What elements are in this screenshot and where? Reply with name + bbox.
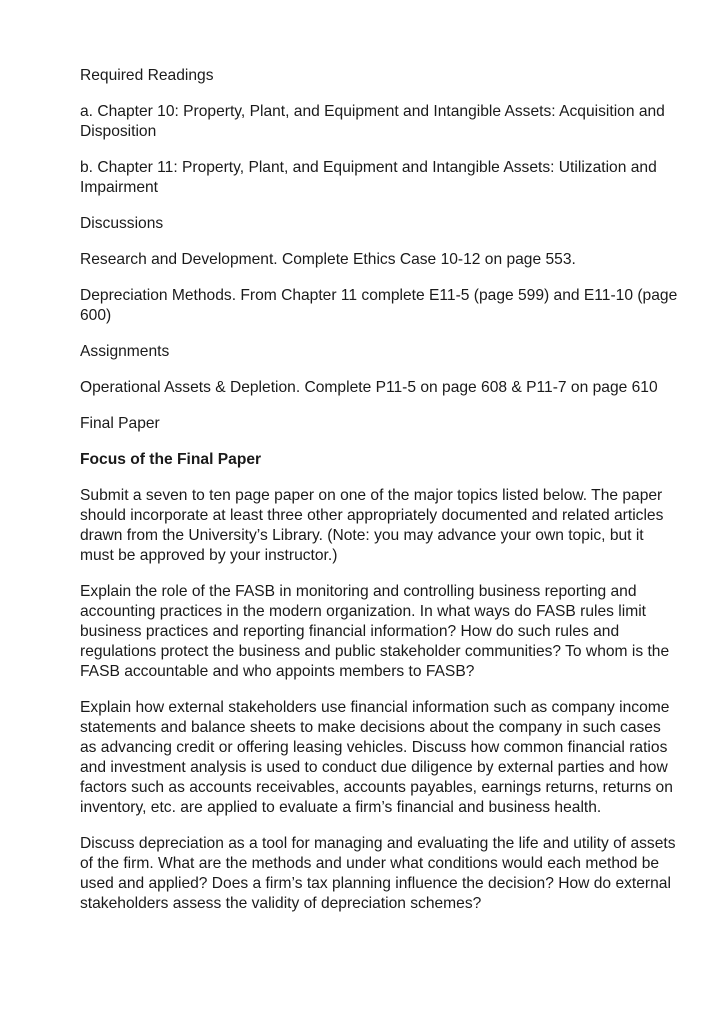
assignment-operational-assets: Operational Assets & Depletion. Complete P11-5 on page 608 & P11-7 on page 610 (80, 379, 658, 396)
paragraph-submission-instructions: Submit a seven to ten page paper on one of the major topics listed below. The paper should incorporate at least three other appropriately documented and related articles drawn from the University’s Library. (Note: you may advance your own topic, but it must be approved by your instructor.) (80, 487, 664, 564)
discussion-research-development: Research and Development. Complete Ethics Case 10-12 on page 553. (80, 251, 576, 268)
reading-chapter-10: a. Chapter 10: Property, Plant, and Equipment and Intangible Assets: Acquisition and Disposition (80, 103, 665, 140)
paragraph-topic-external-stakeholders: Explain how external stakeholders use financial information such as company income statements and balance sheets to make decisions about the company in such cases as advancing credit or offering leasing vehicles. Discuss how common financial ratios and investment analysis is used to conduct due diligence by external parties and how factors such as accounts receivables, accounts payables, earnings returns, returns on inventory, etc. are applied to evaluate a firm’s financial and business health. (80, 699, 673, 816)
heading-focus-final-paper: Focus of the Final Paper (80, 451, 262, 468)
heading-assignments: Assignments (80, 343, 170, 360)
discussion-depreciation-methods: Depreciation Methods. From Chapter 11 complete E11-5 (page 599) and E11-10 (page 600) (80, 287, 678, 324)
paragraph-topic-fasb: Explain the role of the FASB in monitoring and controlling business reporting and accounting practices in the modern organization. In what ways do FASB rules limit business practices and reporting financial information? How do such rules and regulations protect the business and public stakeholder communities? To whom is the FASB accountable and who appoints members to FASB? (80, 583, 670, 680)
heading-final-paper: Final Paper (80, 415, 160, 432)
paragraph-topic-depreciation: Discuss depreciation as a tool for managing and evaluating the life and utility of assets of the firm. What are the methods and under what conditions would each method be used and applied? Does a firm’s tax planning influence the decision? How do external stakeholders assess the validity of depreciation schemes? (80, 835, 676, 912)
heading-discussions: Discussions (80, 215, 164, 232)
heading-required-readings: Required Readings (80, 67, 214, 84)
document-body (80, 66, 680, 930)
reading-chapter-11: b. Chapter 11: Property, Plant, and Equipment and Intangible Assets: Utilization and Impairment (80, 159, 657, 196)
